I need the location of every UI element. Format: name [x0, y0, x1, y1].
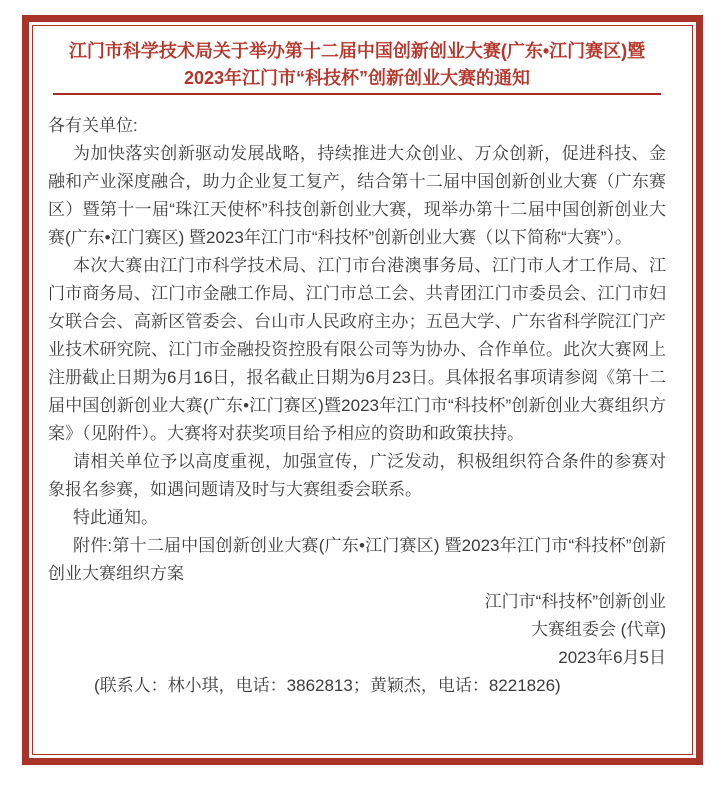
signature-org-line-1: 江门市“科技杯”创新创业	[484, 592, 666, 611]
notice-title: 江门市科学技术局关于举办第十二届中国创新创业大赛(广东•江门赛区)暨2023年江门市“科技杯”创新创业大赛的通知	[53, 38, 661, 95]
notice-body	[48, 112, 666, 700]
body-paragraph-2: 本次大赛由江门市科学技术局、江门市台港澳事务局、江门市人才工作局、江门市商务局、江门市金融工作局、江门市总工会、共青团江门市委员会、江门市妇女联合会、高新区管委会、台山市人民政府主办；五邑大学、广东省科学院江门产业技术研究院、江门市金融投资控股有限公司等为协办、合作单位。此次大赛网上注册截止日期为6月16日，报名截止日期为6月23日。具体报名事项请参阅《第十二届中国创新创业大赛(广东•江门赛区)暨2023年江门市“科技杯”创新创业大赛组织方案》（见附件）。大赛将对获奖项目给予相应的资助和政策扶持。	[48, 256, 666, 443]
attachment-line: 附件:第十二届中国创新创业大赛(广东•江门赛区) 暨2023年江门市“科技杯”创新创业大赛组织方案	[48, 536, 666, 583]
signature-block	[48, 588, 666, 672]
document-outer-frame	[22, 15, 703, 765]
closing-line: 特此通知。	[73, 508, 158, 527]
body-paragraph-3: 请相关单位予以高度重视，加强宣传，广泛发动，积极组织符合条件的参赛对象报名参赛，如遇问题请及时与大赛组委会联系。	[48, 452, 666, 499]
document-inner-frame	[32, 25, 693, 755]
salutation: 各有关单位:	[48, 116, 138, 135]
signature-org-line-2: 大赛组委会 (代章)	[530, 620, 666, 639]
body-paragraph-1: 为加快落实创新驱动发展战略，持续推进大众创业、万众创新，促进科技、金融和产业深度融合，助力企业复工复产，结合第十二届中国创新创业大赛（广东赛区）暨第十一届“珠江天使杯”科技创新创业大赛，现举办第十二届中国创新创业大赛(广东•江门赛区) 暨2023年江门市“科技杯”创新创业大赛（以下简称“大赛”）。	[48, 144, 666, 247]
contact-line: (联系人：林小琪，电话：3862813；黄颖杰，电话：8221826)	[94, 676, 561, 695]
signature-date: 2023年6月5日	[558, 648, 666, 667]
